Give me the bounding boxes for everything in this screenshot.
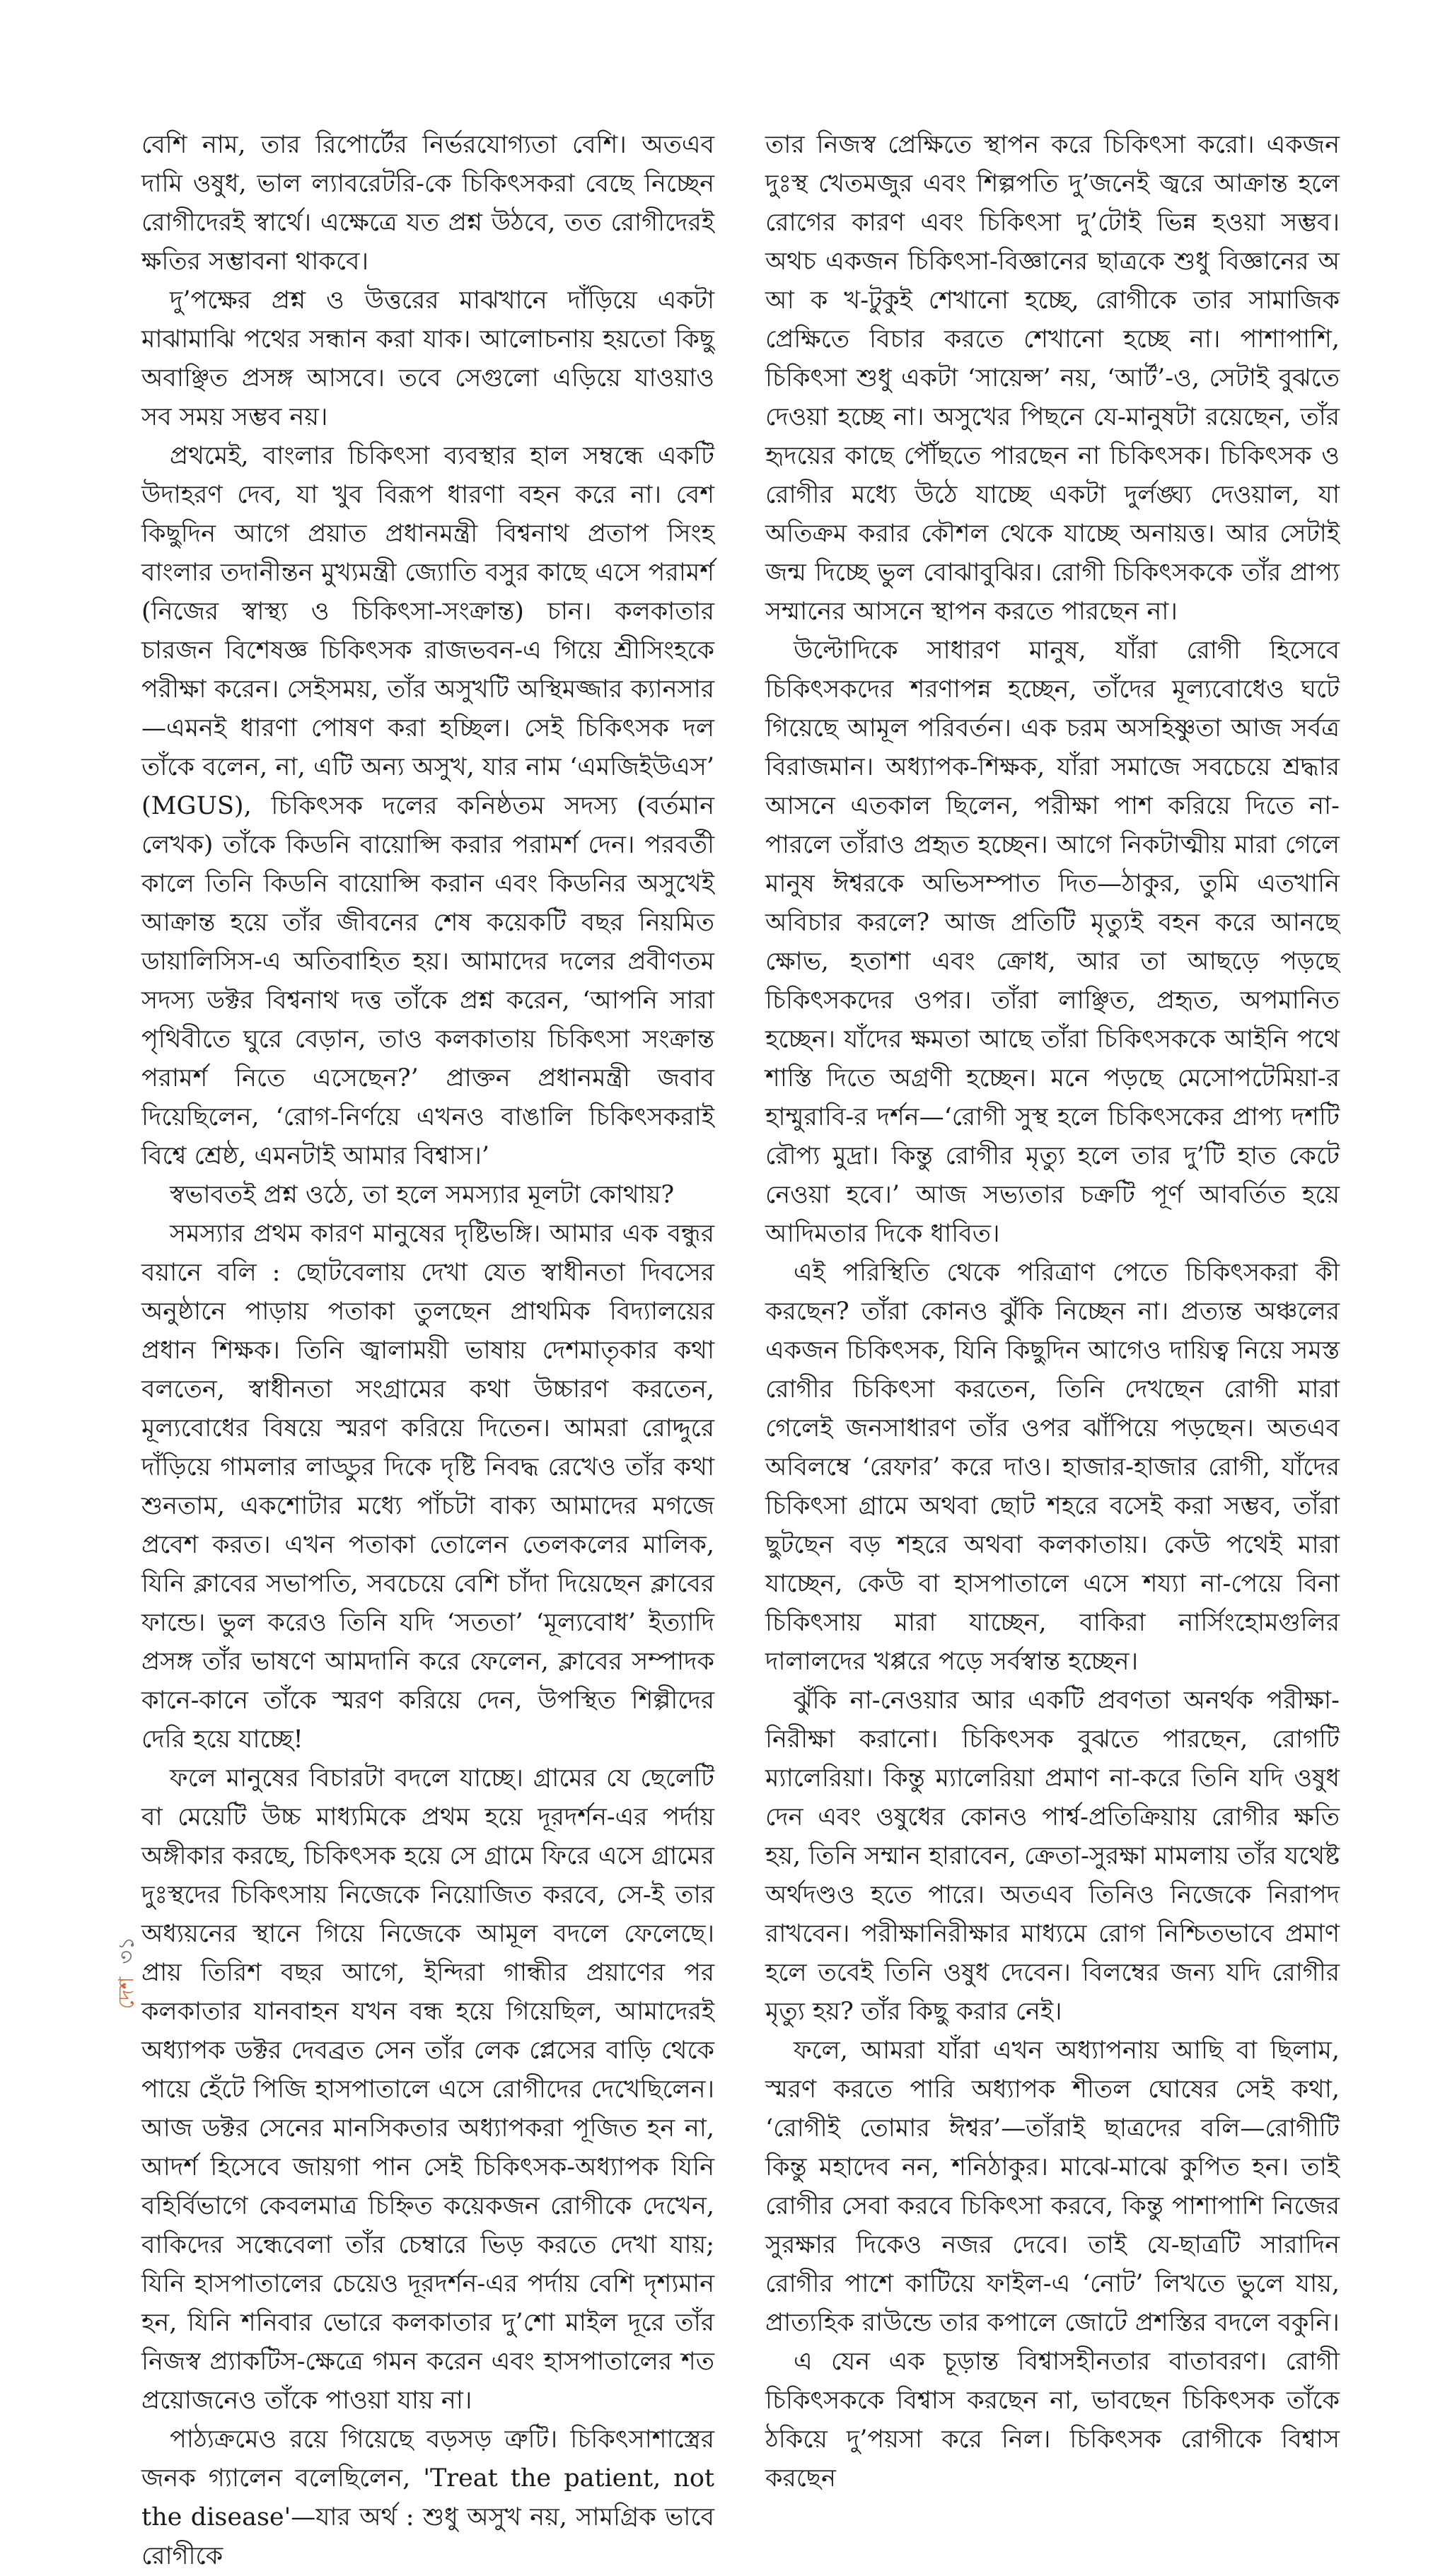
paragraph: ফলে, আমরা যাঁরা এখন অধ্যাপনায় আছি বা ছিলাম, স্মরণ করতে পারি অধ্যাপক শীতল ঘোষের সেই কথা, ‘রোগীই তোমার ঈশ্বর’—তাঁরাই ছাত্রদের বলি—রোগীটি কিন্তু মহাদেব নন, শনিঠাকুর। মাঝে-মাঝে কুপিত হন। তাই রোগীর সেবা করবে চিকিৎসা করবে, কিন্তু পাশাপাশি নিজের সুরক্ষার দিকেও নজর দেবে। তাই যে-ছাত্রটি সারাদিন রোগীর পাশে কাটিয়ে ফাইল-এ ‘নোট’ লিখতে ভুলে যায়, প্রাত্যহিক রাউন্ডে তার কপালে জোটে প্রশস্তির বদলে বকুনি। (765, 2036, 1340, 2337)
page-number: ৩১ (114, 1936, 139, 1964)
paragraph: স্বভাবতই প্রশ্ন ওঠে, তা হলে সমস্যার মূলটা কোথায়? (170, 1181, 675, 1209)
paragraph: ফলে মানুষের বিচারটা বদলে যাচ্ছে। গ্রামের যে ছেলেটি বা মেয়েটি উচ্চ মাধ্যমিকে প্রথম হয়ে দূরদর্শন-এর পর্দায় অঙ্গীকার করছে, চিকিৎসক হয়ে সে গ্রামে ফিরে এসে গ্রামের দুঃস্থদের চিকিৎসায় নিজেকে নিয়োজিত করবে, সে-ই তার অধ্যয়নের স্থানে গিয়ে নিজেকে আমূল বদলে ফেলেছে। প্রায় তিরিশ বছর আগে, ইন্দিরা গান্ধীর প্রয়াণের পর কলকাতার যানবাহন যখন বন্ধ হয়ে গিয়েছিল, আমাদেরই অধ্যাপক ডক্টর দেবব্রত সেন তাঁর লেক প্লেসের বাড়ি থেকে পায়ে হেঁটে পিজি হাসপাতালে এসে রোগীদের দেখেছিলেন। আজ ডক্টর সেনের মানসিকতার অধ্যাপকরা পূজিত হন না, আদর্শ হিসেবে জায়গা পান সেই চিকিৎসক-অধ্যাপক যিনি বহির্বিভাগে কেবলমাত্র চিহ্নিত কয়েকজন রোগীকে দেখেন, বাকিদের সন্ধেবেলা তাঁর চেম্বারে ভিড় করতে দেখা যায়; যিনি হাসপাতালের চেয়েও দূরদর্শন-এর পর্দায় বেশি দৃশ্যমান হন, যিনি শনিবার ভোরে কলকাতার দু’শো মাইল দূরে তাঁর নিজস্ব প্র্যাকটিস-ক্ষেত্রে গমন করেন এবং হাসপাতালের শত প্রয়োজনেও তাঁকে পাওয়া যায় না। (141, 1764, 714, 2415)
paragraph: সমস্যার প্রথম কারণ মানুষের দৃষ্টিভঙ্গি। আমার এক বন্ধুর বয়ানে বলি : ছোটবেলায় দেখা যেত স্বাধীনতা দিবসের অনুষ্ঠানে পাড়ায় পতাকা তুলছেন প্রাথমিক বিদ্যালয়ের প্রধান শিক্ষক। তিনি জ্বালাময়ী ভাষায় দেশমাতৃকার কথা বলতেন, স্বাধীনতা সংগ্রামের কথা উচ্চারণ করতেন, মূল্যবোধের বিষয়ে স্মরণ করিয়ে দিতেন। আমরা রোদ্দুরে দাঁড়িয়ে গামলার লাড্ডুর দিকে দৃষ্টি নিবদ্ধ রেখেও তাঁর কথা শুনতাম, একশোটার মধ্যে পাঁচটা বাক্য আমাদের মগজে প্রবেশ করত। এখন পতাকা তোলেন তেলকলের মালিক, যিনি ক্লাবের সভাপতি, সবচেয়ে বেশি চাঁদা দিয়েছেন ক্লাবের ফান্ডে। ভুল করেও তিনি যদি ‘সততা’ ‘মূল্যবোধ’ ইত্যাদি প্রসঙ্গ তাঁর ভাষণে আমদানি করে ফেলেন, ক্লাবের সম্পাদক কানে-কানে তাঁকে স্মরণ করিয়ে দেন, উপস্থিত শিল্পীদের দেরি হয়ে যাচ্ছে! (141, 1220, 714, 1754)
article-column-left (141, 126, 714, 2576)
paragraph: দু’পক্ষের প্রশ্ন ও উত্তরের মাঝখানে দাঁড়িয়ে একটা মাঝামাঝি পথের সন্ধান করা যাক। আলোচনায় হয়তো কিছু অবাঞ্ছিত প্রসঙ্গ আসবে। তবে সেগুলো এড়িয়ে যাওয়াও সব সময় সম্ভব নয়। (141, 286, 714, 431)
paragraph: তার নিজস্ব প্রেক্ষিতে স্থাপন করে চিকিৎসা করো। একজন দুঃস্থ খেতমজুর এবং শিল্পপতি দু’জনেই জ্বরে আক্রান্ত হলে রোগের কারণ এবং চিকিৎসা দু’টোই ভিন্ন হওয়া সম্ভব। অথচ একজন চিকিৎসা-বিজ্ঞানের ছাত্রকে শুধু বিজ্ঞানের অ আ ক খ-টুকুই শেখানো হচ্ছে, রোগীকে তার সামাজিক প্রেক্ষিতে বিচার করতে শেখানো হচ্ছে না। পাশাপাশি, চিকিৎসা শুধু একটা ‘সায়েন্স’ নয়, ‘আর্ট’-ও, সেটাই বুঝতে দেওয়া হচ্ছে না। অসুখের পিছনে যে-মানুষটা রয়েছেন, তাঁর হৃদয়ের কাছে পৌঁছতে পারছেন না চিকিৎসক। চিকিৎসক ও রোগীর মধ্যে উঠে যাচ্ছে একটা দুর্লঙ্ঘ্য দেওয়াল, যা অতিক্রম করার কৌশল থেকে যাচ্ছে অনায়ত্ত। আর সেটাই জন্ম দিচ্ছে ভুল বোঝাবুঝির। রোগী চিকিৎসককে তাঁর প্রাপ্য সম্মানের আসনে স্থাপন করতে পারছেন না। (765, 131, 1340, 626)
article-column-right (765, 126, 1340, 2498)
paragraph: ঝুঁকি না-নেওয়ার আর একটি প্রবণতা অনর্থক পরীক্ষা-নিরীক্ষা করানো। চিকিৎসক বুঝতে পারছেন, রোগটি ম্যালেরিয়া। কিন্তু ম্যালেরিয়া প্রমাণ না-করে তিনি যদি ওষুধ দেন এবং ওষুধের কোনও পার্শ্ব-প্রতিক্রিয়ায় রোগীর ক্ষতি হয়, তিনি সম্মান হারাবেন, ক্রেতা-সুরক্ষা মামলায় তাঁর যথেষ্ট অর্থদণ্ডও হতে পারে। অতএব তিনিও নিজেকে নিরাপদ রাখবেন। পরীক্ষানিরীক্ষার মাধ্যমে রোগ নিশ্চিতভাবে প্রমাণ হলে তবেই তিনি ওষুধ দেবেন। বিলম্বের জন্য যদি রোগীর মৃত্যু হয়? তাঁর কিছু করার নেই। (765, 1686, 1340, 2026)
paragraph: প্রথমেই, বাংলার চিকিৎসা ব্যবস্থার হাল সম্বন্ধে একটি উদাহরণ দেব, যা খুব বিরূপ ধারণা বহন করে না। বেশ কিছুদিন আগে প্রয়াত প্রধানমন্ত্রী বিশ্বনাথ প্রতাপ সিংহ বাংলার তদানীন্তন মুখ্যমন্ত্রী জ্যোতি বসুর কাছে এসে পরামর্শ (নিজের স্বাস্থ্য ও চিকিৎসা-সংক্রান্ত) চান। কলকাতার চারজন বিশেষজ্ঞ চিকিৎসক রাজভবন-এ গিয়ে শ্রীসিংহকে পরীক্ষা করেন। সেইসময়, তাঁর অসুখটি অস্থিমজ্জার ক্যানসার—এমনই ধারণা পোষণ করা হচ্ছিল। সেই চিকিৎসক দল তাঁকে বলেন, না, এটি অন্য অসুখ, যার নাম ‘এমজিইউএস’ (MGUS), চিকিৎসক দলের কনিষ্ঠতম সদস্য (বর্তমান লেখক) তাঁকে কিডনি বায়োপ্সি করার পরামর্শ দেন। পরবর্তী কালে তিনি কিডনি বায়োপ্সি করান এবং কিডনির অসুখেই আক্রান্ত হয়ে তাঁর জীবনের শেষ কয়েকটি বছর নিয়মিত ডায়ালিসিস-এ অতিবাহিত হয়। আমাদের দলের প্রবীণতম সদস্য ডক্টর বিশ্বনাথ দত্ত তাঁকে প্রশ্ন করেন, ‘আপনি সারা পৃথিবীতে ঘুরে বেড়ান, তাও কলকাতায় চিকিৎসা সংক্রান্ত পরামর্শ নিতে এসেছেন?’ প্রাক্তন প্রধানমন্ত্রী জবাব দিয়েছিলেন, ‘রোগ-নির্ণয়ে এখনও বাঙালি চিকিৎসকরাই বিশ্বে শ্রেষ্ঠ, এমনটাই আমার বিশ্বাস।’ (141, 442, 714, 1170)
paragraph: এ যেন এক চূড়ান্ত বিশ্বাসহীনতার বাতাবরণ। রোগী চিকিৎসককে বিশ্বাস করছেন না, ভাবছেন চিকিৎসক তাঁকে ঠকিয়ে দু’পয়সা করে নিল। চিকিৎসক রোগীকে বিশ্বাস করছেন (765, 2348, 1340, 2493)
paragraph: বেশি নাম, তার রিপোর্টের নির্ভরযোগ্যতা বেশি। অতএব দামি ওষুধ, ভাল ল্যাবরেটরি-কে চিকিৎসকরা বেছে নিচ্ছেন রোগীদেরই স্বার্থে। এক্ষেত্রে যত প্রশ্ন উঠবে, তত রোগীদেরই ক্ষতির সম্ভাবনা থাকবে। (141, 131, 714, 276)
paragraph: এই পরিস্থিতি থেকে পরিত্রাণ পেতে চিকিৎসকরা কী করছেন? তাঁরা কোনও ঝুঁকি নিচ্ছেন না। প্রত্যন্ত অঞ্চলের একজন চিকিৎসক, যিনি কিছুদিন আগেও দায়িত্ব নিয়ে সমস্ত রোগীর চিকিৎসা করতেন, তিনি দেখছেন রোগী মারা গেলেই জনসাধারণ তাঁর ওপর ঝাঁপিয়ে পড়ছেন। অতএব অবিলম্বে ‘রেফার’ করে দাও। হাজার-হাজার রোগী, যাঁদের চিকিৎসা গ্রামে অথবা ছোট শহরে বসেই করা সম্ভব, তাঁরা ছুটছেন বড় শহরে অথবা কলকাতায়। কেউ পথেই মারা যাচ্ছেন, কেউ বা হাসপাতালে এসে শয্যা না-পেয়ে বিনা চিকিৎসায় মারা যাচ্ছেন, বাকিরা নার্সিংহোমগুলির দালালদের খপ্পরে পড়ে সর্বস্বান্ত হচ্ছেন। (765, 1259, 1340, 1676)
page-footer-sidebar (106, 1867, 149, 2079)
magazine-name: দেশ (114, 1976, 139, 2010)
paragraph: উল্টোদিকে সাধারণ মানুষ, যাঁরা রোগী হিসেবে চিকিৎসকদের শরণাপন্ন হচ্ছেন, তাঁদের মূল্যবোধেও ঘটে গিয়েছে আমূল পরিবর্তন। এক চরম অসহিষ্ণুতা আজ সর্বত্র বিরাজমান। অধ্যাপক-শিক্ষক, যাঁরা সমাজে সবচেয়ে শ্রদ্ধার আসনে এতকাল ছিলেন, পরীক্ষা পাশ করিয়ে দিতে না-পারলে তাঁরাও প্রহৃত হচ্ছেন। আগে নিকটাত্মীয় মারা গেলে মানুষ ঈশ্বরকে অভিসম্পাত দিত—ঠাকুর, তুমি এতখানি অবিচার করলে? আজ প্রতিটি মৃত্যুই বহন করে আনছে ক্ষোভ, হতাশা এবং ক্রোধ, আর তা আছড়ে পড়ছে চিকিৎসকদের ওপর। তাঁরা লাঞ্ছিত, প্রহৃত, অপমানিত হচ্ছেন। যাঁদের ক্ষমতা আছে তাঁরা চিকিৎসককে আইনি পথে শাস্তি দিতে অগ্রণী হচ্ছেন। মনে পড়ছে মেসোপটেমিয়া-র হাম্মুরাবি-র দর্শন—‘রোগী সুস্থ হলে চিকিৎসকের প্রাপ্য দশটি রৌপ্য মুদ্রা। কিন্তু রোগীর মৃত্যু হলে তার দু’টি হাত কেটে নেওয়া হবে।’ আজ সভ্যতার চক্রটি পূর্ণ আবর্তিত হয়ে আদিমতার দিকে ধাবিত। (765, 636, 1340, 1248)
paragraph: পাঠ্যক্রমেও রয়ে গিয়েছে বড়সড় ত্রুটি। চিকিৎসাশাস্ত্রের জনক গ্যালেন বলেছিলেন, 'Treat the patient, not the disease'—যার অর্থ : শুধু অসুখ নয়, সামগ্রিক ভাবে রোগীকে (141, 2425, 714, 2570)
